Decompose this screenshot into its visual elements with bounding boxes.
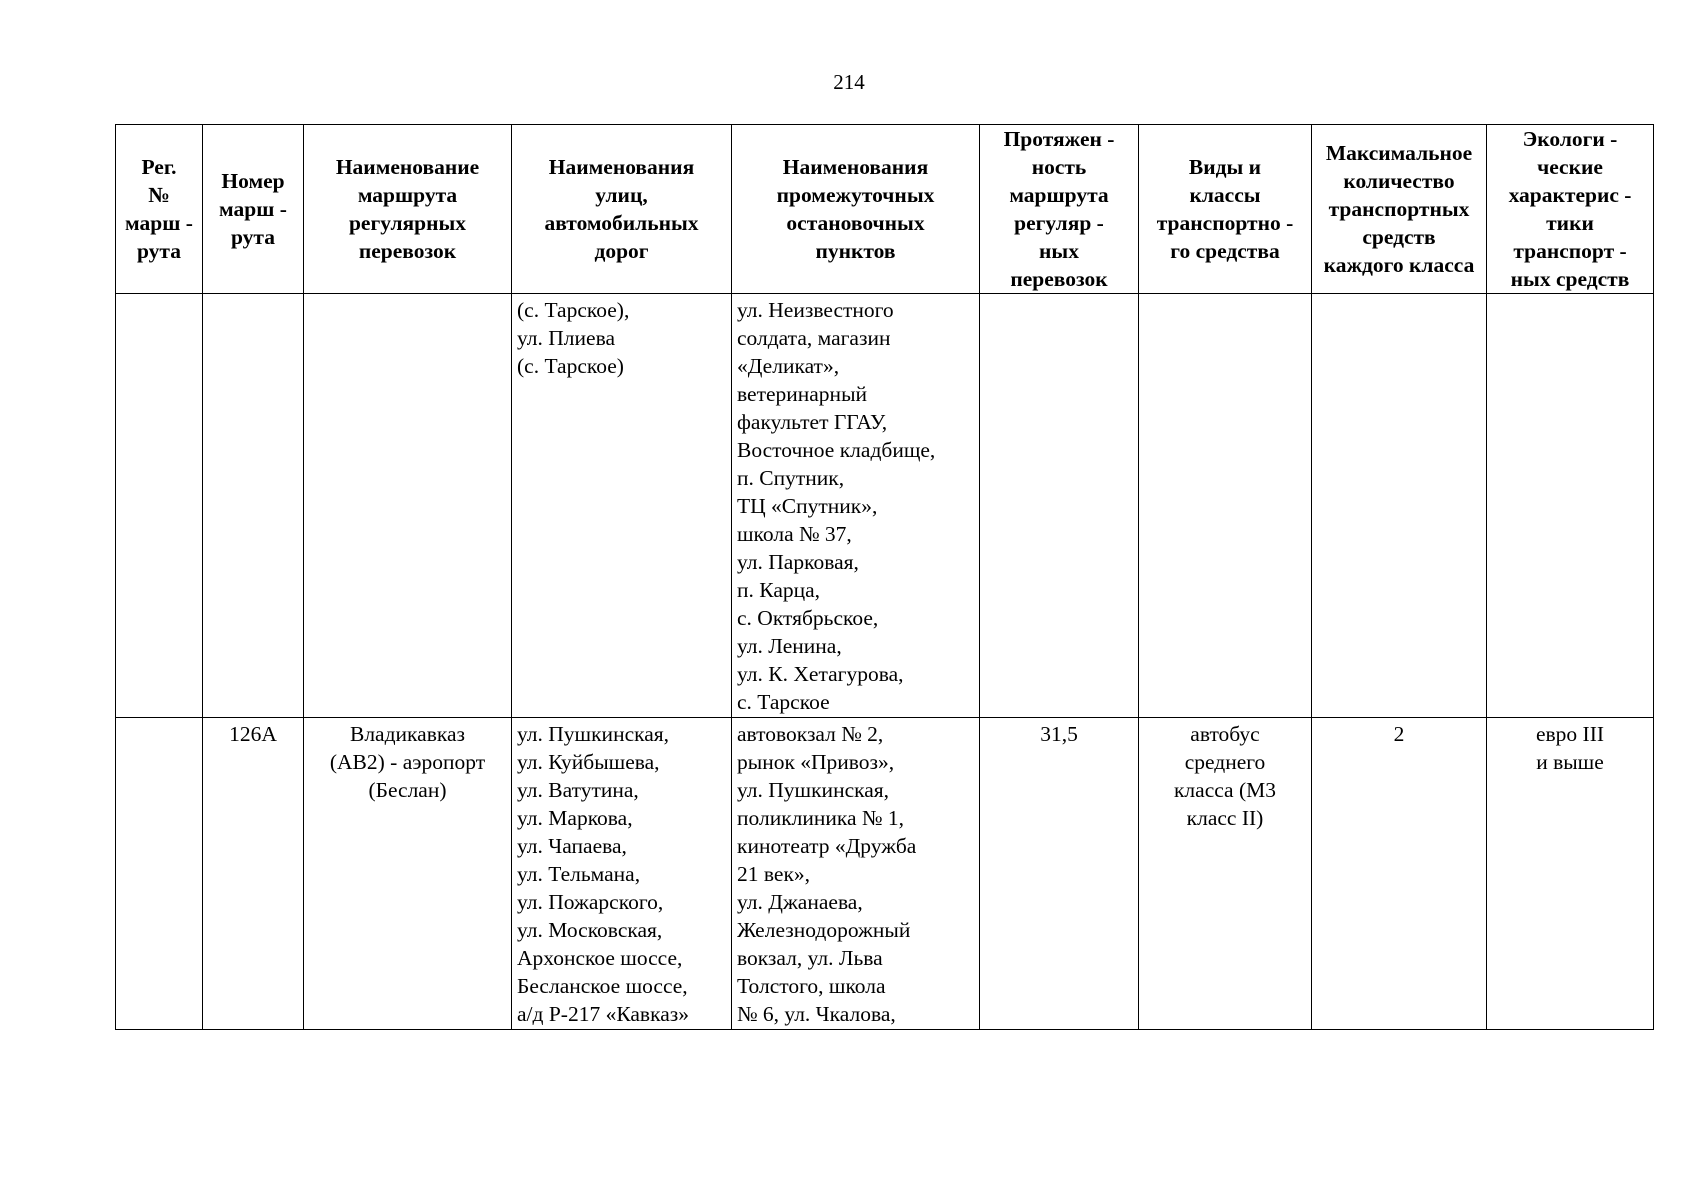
cell-text-line: ул. Чапаева, [517,834,627,858]
cell-route-number [203,718,304,1030]
cell-text-line: улиц, [595,183,648,207]
header-streets [512,125,732,294]
cell-route-name [304,294,512,718]
cell-text-line: с. Тарское [737,690,830,714]
cell-text-line: Максимальное [1325,141,1473,165]
cell-text-line: ул. Неизвестного [737,298,894,322]
table-row [116,294,1654,718]
cell-text-line: ул. Парковая, [737,550,859,574]
cell-text-line: марш - [125,211,193,235]
header-vehicle-type [1139,125,1312,294]
cell-text-line: Архонское шоссе, [517,946,683,970]
cell-streets [512,718,732,1030]
cell-text-line: го средства [1170,239,1280,263]
cell-text-line: п. Карца, [737,578,821,602]
cell-text-line: ул. Плиева [517,326,615,350]
cell-text-line: автовокзал № 2, [737,722,884,746]
cell-text-line: (Беслан) [368,778,447,802]
cell-text-line: поликлиника № 1, [737,806,904,830]
cell-text-line: рута [231,225,275,249]
cell-text-line: марш - [219,197,287,221]
cell-ecology [1487,294,1654,718]
cell-text-line: ных [1039,239,1079,263]
cell-text-line: Наименования [782,155,929,179]
cell-text-line: каждого класса [1323,253,1475,277]
cell-route-number [203,294,304,718]
cell-text-line: транспортных [1328,197,1470,221]
cell-text-line: класс II) [1186,806,1264,830]
cell-text-line: ул. Тельмана, [517,862,641,886]
cell-text-line: 2 [1393,722,1405,746]
header-row [116,125,1654,294]
cell-text-line: и выше [1536,750,1604,774]
routes-table [115,124,1654,1030]
cell-vehicle-type [1139,718,1312,1030]
cell-text-line: маршрута [1009,183,1109,207]
cell-stops [732,294,980,718]
cell-text-line: Экологи - [1522,127,1618,151]
cell-text-line: а/д Р-217 «Кавказ» [517,1002,689,1026]
cell-text-line: (с. Тарское), [517,298,630,322]
cell-text-line: ул. Пожарского, [517,890,664,914]
cell-text-line: 126А [229,722,277,746]
cell-text-line: с. Октябрьское, [737,606,879,630]
table-header [116,125,1654,294]
cell-text-line: № [148,183,170,207]
cell-text-line: маршрута [357,183,458,207]
cell-text-line: 21 век», [737,862,811,886]
cell-reg-number [116,718,203,1030]
cell-text-line: Восточное кладбище, [737,438,936,462]
cell-text-line: ных средств [1510,267,1630,291]
cell-text-line: класса (М3 [1173,778,1276,802]
cell-text-line: ул. К. Хетагурова, [737,662,904,686]
cell-max-count [1312,718,1487,1030]
cell-reg-number [116,294,203,718]
cell-text-line: Номер [221,169,285,193]
cell-text-line: № 6, ул. Чкалова, [737,1002,896,1026]
table-body [116,294,1654,1030]
cell-text-line: евро III [1535,722,1605,746]
cell-text-line: количество [1343,169,1455,193]
cell-text-line: кинотеатр «Дружба [737,834,917,858]
cell-text-line: рута [137,239,181,263]
cell-text-line: ул. Джанаева, [737,890,863,914]
cell-text-line: Протяжен - [1003,127,1115,151]
cell-text-line: ул. Маркова, [517,806,633,830]
cell-stops [732,718,980,1030]
cell-text-line: ческие [1537,155,1603,179]
cell-text-line: остановочных [786,211,925,235]
cell-max-count [1312,294,1487,718]
header-route-number [203,125,304,294]
cell-text-line: 31,5 [1040,722,1078,746]
cell-text-line: транспортно - [1156,211,1294,235]
cell-text-line: транспорт - [1513,239,1627,263]
cell-text-line: средств [1362,225,1436,249]
cell-text-line: п. Спутник, [737,466,845,490]
cell-text-line: характерис - [1508,183,1632,207]
cell-length [980,294,1139,718]
cell-text-line: ул. Пушкинская, [737,778,890,802]
cell-text-line: рынок «Привоз», [737,750,895,774]
cell-text-line: солдата, магазин [737,326,891,350]
cell-text-line: перевозок [1010,267,1108,291]
cell-ecology [1487,718,1654,1030]
cell-text-line: «Деликат», [737,354,840,378]
cell-vehicle-type [1139,294,1312,718]
cell-text-line: регуляр - [1014,211,1104,235]
cell-text-line: автобус [1190,722,1260,746]
cell-text-line: Бесланское шоссе, [517,974,688,998]
cell-text-line: Рег. [141,155,177,179]
header-max-count [1312,125,1487,294]
header-ecology [1487,125,1654,294]
cell-text-line: автомобильных [544,211,699,235]
cell-text-line: ТЦ «Спутник», [737,494,878,518]
header-reg-number [116,125,203,294]
table-row [116,718,1654,1030]
cell-text-line: Наименования [548,155,695,179]
cell-text-line: (АВ2) - аэропорт [329,750,486,774]
cell-text-line: (с. Тарское) [517,354,624,378]
cell-length [980,718,1139,1030]
cell-text-line: классы [1189,183,1261,207]
cell-text-line: ул. Ленина, [737,634,842,658]
cell-text-line: промежуточных [776,183,935,207]
cell-text-line: Наименование [335,155,480,179]
cell-text-line: ветеринарный [737,382,868,406]
cell-text-line: Толстого, школа [737,974,886,998]
cell-text-line: ул. Куйбышева, [517,750,660,774]
cell-text-line: Владикавказ [349,722,466,746]
cell-text-line: дорог [594,239,649,263]
cell-text-line: Виды и [1188,155,1262,179]
header-length [980,125,1139,294]
cell-streets [512,294,732,718]
cell-text-line: вокзал, ул. Льва [737,946,883,970]
cell-text-line: школа № 37, [737,522,852,546]
cell-text-line: среднего [1184,750,1266,774]
cell-text-line: ность [1031,155,1087,179]
cell-text-line: тики [1546,211,1594,235]
cell-text-line: пунктов [815,239,896,263]
cell-text-line: ул. Ватутина, [517,778,639,802]
header-stops [732,125,980,294]
cell-text-line: Железнодорожный [737,918,911,942]
cell-text-line: факультет ГГАУ, [737,410,888,434]
cell-text-line: перевозок [358,239,457,263]
header-route-name [304,125,512,294]
cell-route-name [304,718,512,1030]
cell-text-line: регулярных [348,211,467,235]
cell-text-line: ул. Московская, [517,918,663,942]
page-number: 214 [833,70,865,94]
cell-text-line: ул. Пушкинская, [517,722,670,746]
